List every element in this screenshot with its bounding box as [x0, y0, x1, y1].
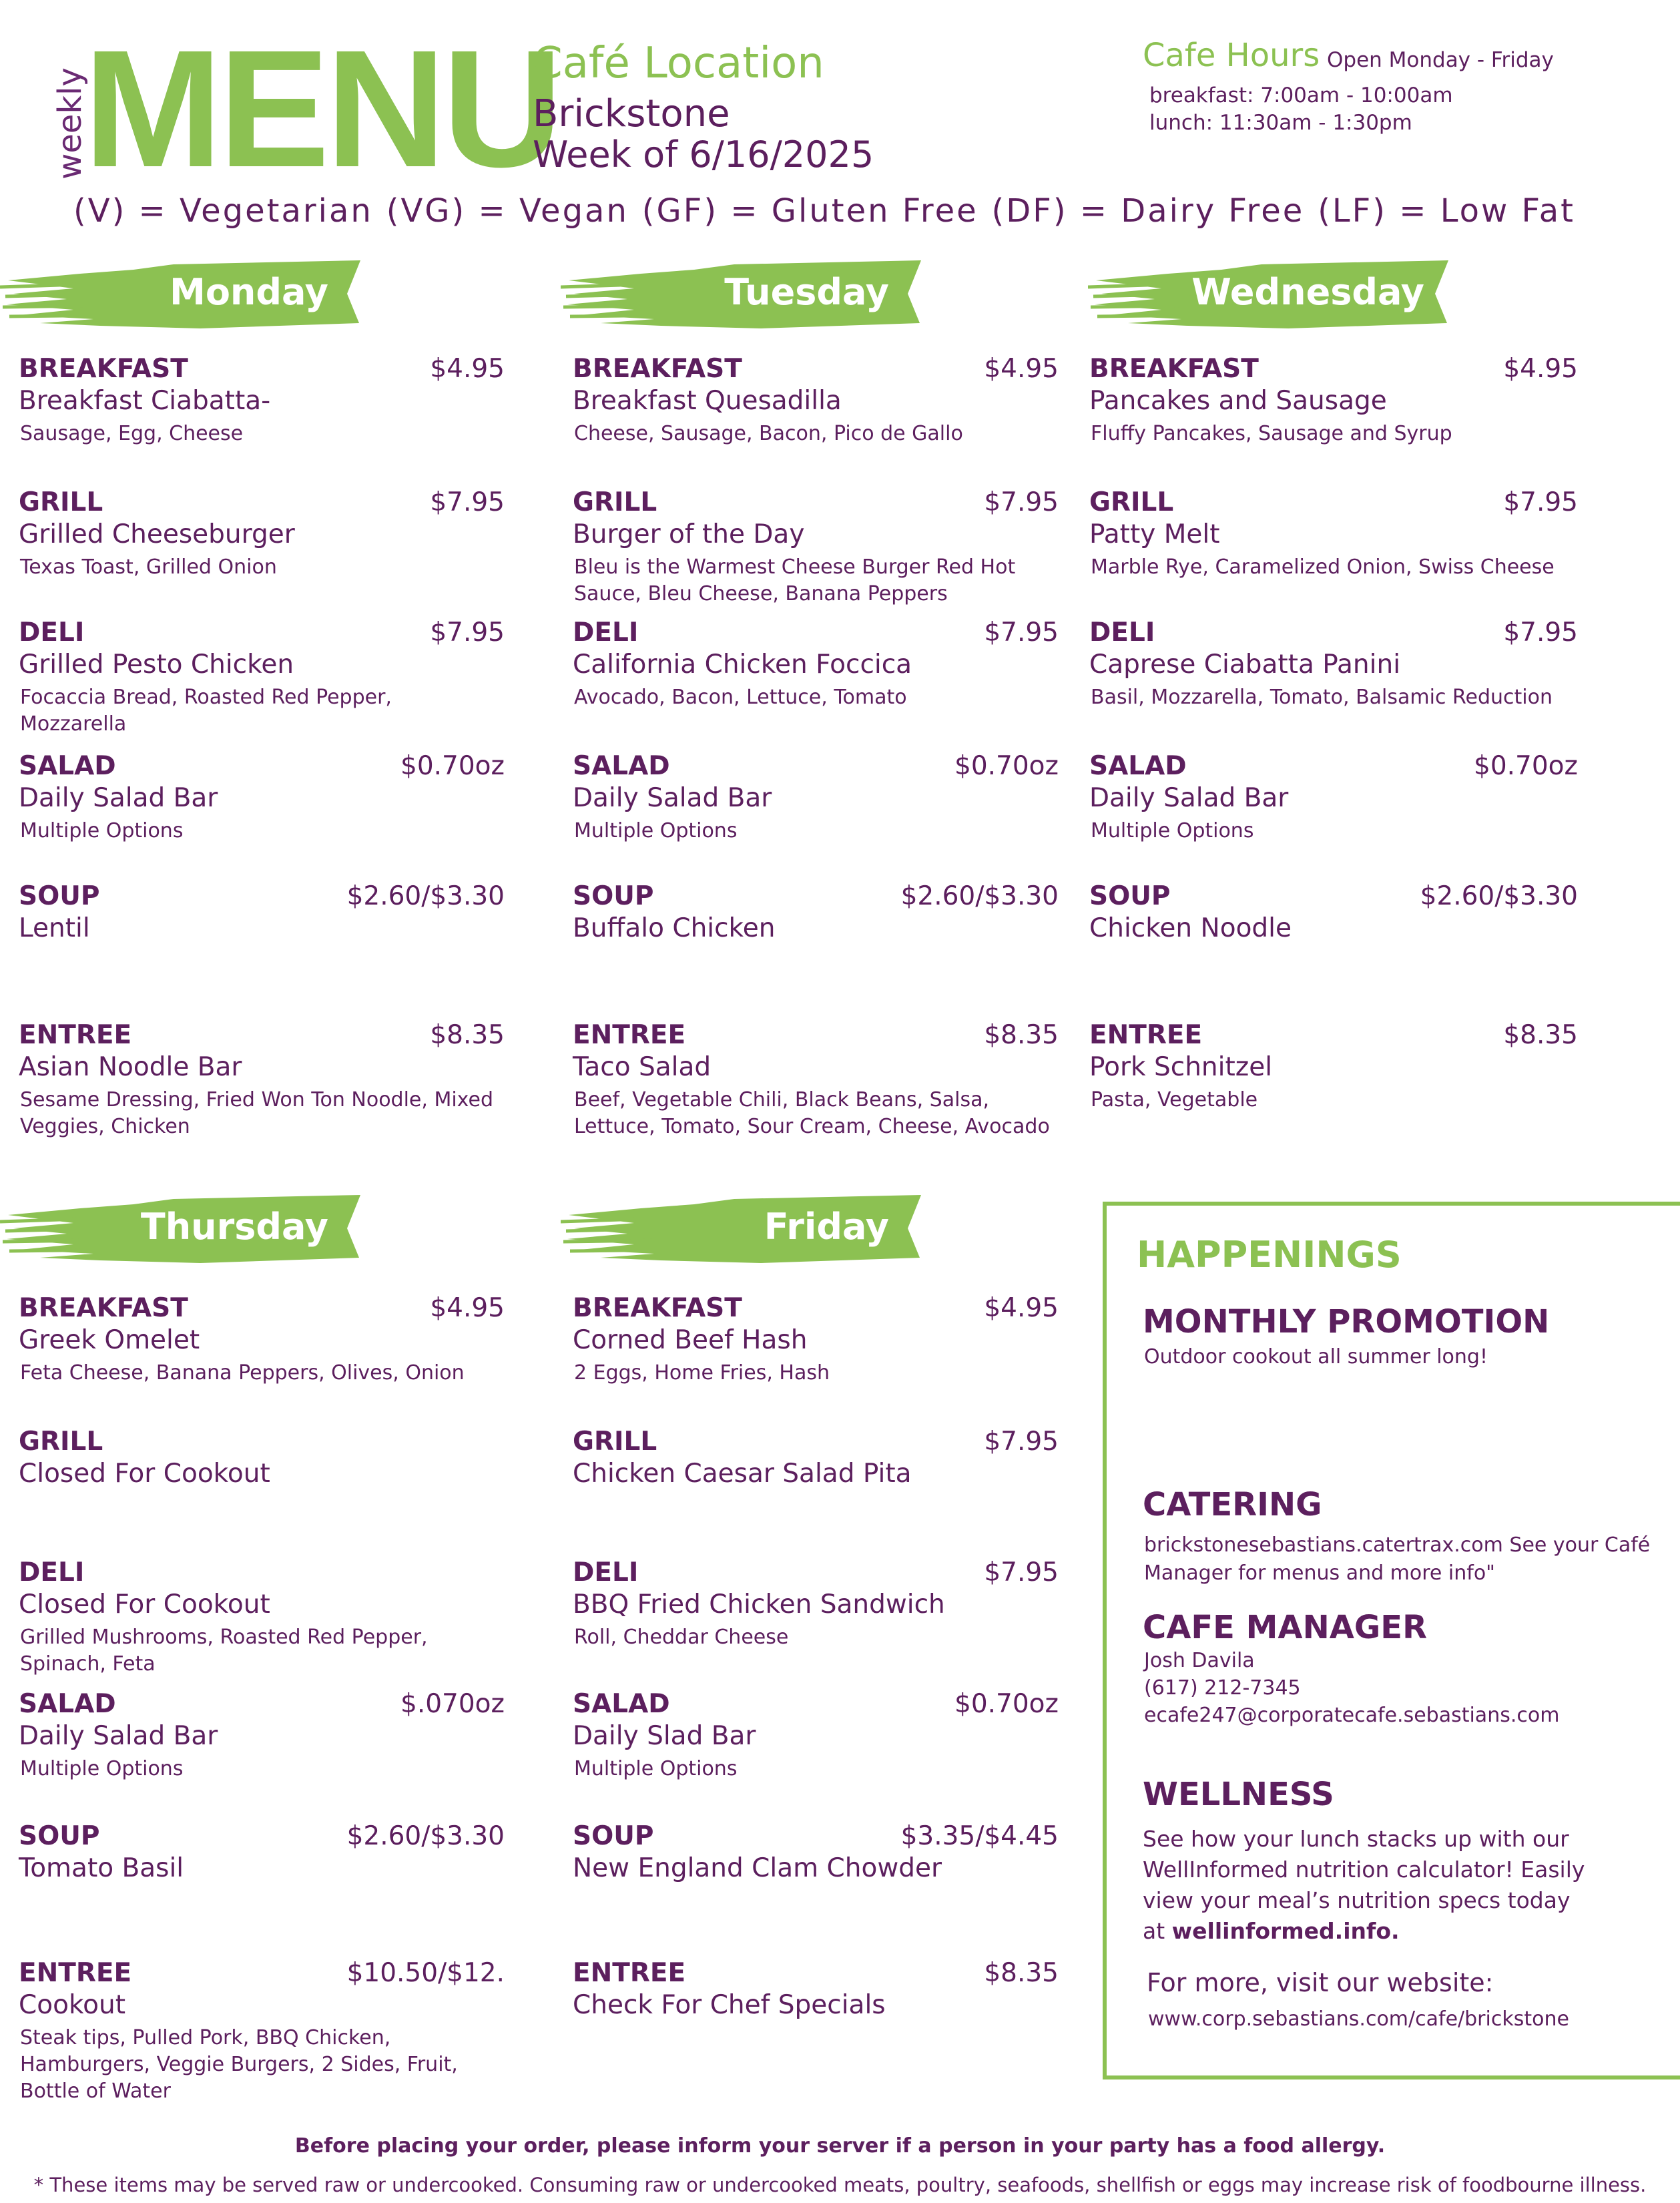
item-price: $4.95 — [430, 1293, 505, 1323]
menu-item-friday-entree — [573, 1958, 1059, 2078]
item-description: Marble Rye, Caramelized Onion, Swiss Cheese — [1091, 555, 1555, 579]
item-dish: Tomato Basil — [19, 1853, 184, 1883]
legend-gluten-free: (GF) = Gluten Free — [641, 192, 978, 230]
item-dish: Chicken Caesar Salad Pita — [573, 1459, 912, 1489]
item-category: BREAKFAST — [19, 1293, 188, 1323]
promo-title: MONTHLY PROMOTION — [1143, 1303, 1550, 1340]
item-description: Avocado, Bacon, Lettuce, Tomato — [574, 686, 907, 709]
menu-item-wednesday-breakfast — [1089, 354, 1578, 474]
item-description: Roll, Cheddar Cheese — [574, 1626, 789, 1649]
item-price: $4.95 — [430, 354, 505, 384]
item-category: SALAD — [19, 751, 116, 781]
manager-title: CAFE MANAGER — [1143, 1609, 1428, 1646]
item-category: SALAD — [1089, 751, 1187, 781]
item-description: Steak tips, Pulled Pork, BBQ Chicken, Hamburgers, Veggie Burgers, 2 Sides, Fruit, Bottle of Water — [20, 2026, 458, 2103]
hours-breakfast: breakfast: 7:00am - 10:00am — [1149, 83, 1453, 107]
wellness-text — [1143, 1824, 1597, 1947]
item-category: SALAD — [19, 1689, 116, 1719]
item-description: Cheese, Sausage, Bacon, Pico de Gallo — [574, 422, 963, 445]
item-price: $4.95 — [984, 354, 1059, 384]
day-banner-tuesday — [561, 254, 921, 330]
wellness-link[interactable]: wellinformed.info. — [1171, 1918, 1400, 1944]
item-dish: Cookout — [19, 1990, 126, 2020]
item-category: DELI — [19, 618, 85, 648]
menu-item-monday-salad — [19, 751, 505, 871]
item-category: GRILL — [1089, 487, 1174, 517]
item-description: Sausage, Egg, Cheese — [20, 422, 244, 445]
menu-item-thursday-entree — [19, 1958, 505, 2103]
item-category: ENTREE — [1089, 1020, 1203, 1050]
diet-legend — [73, 192, 1575, 232]
item-description: Sesame Dressing, Fried Won Ton Noodle, Mixed Veggies, Chicken — [20, 1088, 494, 1138]
item-price: $7.95 — [430, 618, 505, 648]
item-category: BREAKFAST — [573, 1293, 742, 1323]
item-dish: Grilled Cheeseburger — [19, 519, 295, 549]
item-dish: Buffalo Chicken — [573, 913, 776, 943]
item-price: $10.50/$12. — [346, 1958, 505, 1988]
item-dish: Lentil — [19, 913, 90, 943]
item-description: 2 Eggs, Home Fries, Hash — [574, 1361, 830, 1385]
item-category: ENTREE — [573, 1958, 686, 1988]
legend-low-fat: (LF) = Low Fat — [1318, 192, 1575, 230]
item-dish: New England Clam Chowder — [573, 1853, 942, 1883]
item-category: BREAKFAST — [573, 354, 742, 384]
item-description: Texas Toast, Grilled Onion — [20, 555, 277, 579]
item-price: $.070oz — [400, 1689, 505, 1719]
legend-vegetarian: (V) = Vegetarian — [73, 192, 373, 230]
menu-item-monday-breakfast — [19, 354, 505, 474]
item-category: GRILL — [19, 487, 103, 517]
item-dish: Breakfast Quesadilla — [573, 386, 842, 416]
item-description: Bleu is the Warmest Cheese Burger Red Hot Sauce, Bleu Cheese, Banana Peppers — [574, 555, 1016, 605]
item-price: $2.60/$3.30 — [1420, 881, 1578, 911]
item-category: GRILL — [573, 487, 657, 517]
menu-item-wednesday-deli — [1089, 618, 1578, 738]
item-dish: Daily Salad Bar — [19, 1721, 218, 1751]
item-category: ENTREE — [573, 1020, 686, 1050]
day-name-wednesday: Wednesday — [1191, 271, 1424, 313]
item-price: $0.70oz — [954, 1689, 1059, 1719]
manager-phone: (617) 212-7345 — [1144, 1676, 1301, 1700]
menu-item-wednesday-salad — [1089, 751, 1578, 871]
menu-item-wednesday-soup — [1089, 881, 1578, 1001]
item-description: Multiple Options — [574, 1757, 738, 1780]
item-dish: Daily Slad Bar — [573, 1721, 756, 1751]
menu-item-tuesday-deli — [573, 618, 1059, 738]
item-dish: Breakfast Ciabatta- — [19, 386, 271, 416]
item-price: $2.60/$3.30 — [900, 881, 1059, 911]
item-description: Feta Cheese, Banana Peppers, Olives, Onion — [20, 1361, 465, 1385]
day-name-thursday: Thursday — [140, 1206, 328, 1248]
item-category: BREAKFAST — [1089, 354, 1259, 384]
item-category: DELI — [19, 1557, 85, 1587]
manager-name: Josh Davila — [1144, 1649, 1255, 1672]
menu-item-tuesday-salad — [573, 751, 1059, 871]
item-price: $7.95 — [984, 1557, 1059, 1587]
day-banner-friday — [561, 1188, 921, 1265]
item-price: $7.95 — [430, 487, 505, 517]
item-price: $8.35 — [984, 1958, 1059, 1988]
allergy-notice: Before placing your order, please inform your server if a person in your party has a food allergy. — [294, 2134, 1386, 2158]
menu-title: MENU — [83, 15, 559, 202]
item-description: Multiple Options — [1091, 819, 1254, 842]
item-dish: Chicken Noodle — [1089, 913, 1292, 943]
menu-item-tuesday-breakfast — [573, 354, 1059, 474]
menu-item-wednesday-grill — [1089, 487, 1578, 607]
item-dish: Asian Noodle Bar — [19, 1052, 242, 1082]
item-price: $2.60/$3.30 — [346, 1821, 505, 1851]
item-category: SOUP — [19, 1821, 100, 1851]
item-dish: Closed For Cookout — [19, 1459, 270, 1489]
item-price: $8.35 — [1503, 1020, 1578, 1050]
item-description: Beef, Vegetable Chili, Black Beans, Salsa, Lettuce, Tomato, Sour Cream, Cheese, Avocado — [574, 1088, 1050, 1138]
menu-item-monday-soup — [19, 881, 505, 1001]
item-category: SALAD — [573, 751, 670, 781]
hours-title: Cafe Hours — [1143, 37, 1320, 74]
promo-text: Outdoor cookout all summer long! — [1144, 1345, 1488, 1369]
item-price: $8.35 — [430, 1020, 505, 1050]
cafe-location-label: Café Location — [533, 39, 824, 88]
item-price: $0.70oz — [1474, 751, 1578, 781]
item-category: ENTREE — [19, 1020, 132, 1050]
item-category: GRILL — [19, 1427, 103, 1457]
menu-item-thursday-grill — [19, 1427, 505, 1547]
menu-item-monday-entree — [19, 1020, 505, 1140]
item-category: DELI — [573, 1557, 639, 1587]
item-dish: California Chicken Foccica — [573, 650, 912, 680]
item-price: $0.70oz — [400, 751, 505, 781]
item-description: Basil, Mozzarella, Tomato, Balsamic Reduction — [1091, 686, 1553, 709]
item-dish: Daily Salad Bar — [19, 783, 218, 813]
item-category: SOUP — [1089, 881, 1171, 911]
item-description: Pasta, Vegetable — [1091, 1088, 1258, 1112]
item-description: Multiple Options — [20, 1757, 184, 1780]
menu-item-thursday-soup — [19, 1821, 505, 1941]
item-dish: BBQ Fried Chicken Sandwich — [573, 1589, 945, 1620]
menu-item-thursday-deli — [19, 1557, 505, 1678]
item-category: GRILL — [573, 1427, 657, 1457]
item-description: Multiple Options — [20, 819, 184, 842]
item-price: $7.95 — [984, 618, 1059, 648]
item-dish: Pork Schnitzel — [1089, 1052, 1273, 1082]
item-price: $4.95 — [1503, 354, 1578, 384]
item-dish: Burger of the Day — [573, 519, 805, 549]
item-category: SALAD — [573, 1689, 670, 1719]
weekly-label: weekly — [51, 67, 89, 180]
item-category: ENTREE — [19, 1958, 132, 1988]
item-price: $3.35/$4.45 — [900, 1821, 1059, 1851]
raw-food-warning: * These items may be served raw or undercooked. Consuming raw or undercooked meats, poultry, seafoods, shellfish or eggs may increase risk of foodbourne illness. — [33, 2174, 1647, 2196]
menu-item-friday-deli — [573, 1557, 1059, 1678]
happenings-title: HAPPENINGS — [1137, 1234, 1402, 1276]
menu-item-tuesday-grill — [573, 487, 1059, 607]
item-description: Fluffy Pancakes, Sausage and Syrup — [1091, 422, 1452, 445]
item-category: DELI — [1089, 618, 1155, 648]
day-banner-thursday — [0, 1188, 360, 1265]
item-dish: Taco Salad — [573, 1052, 712, 1082]
item-price: $7.95 — [1503, 618, 1578, 648]
location-name: Brickstone — [533, 92, 730, 136]
menu-item-tuesday-entree — [573, 1020, 1059, 1140]
menu-item-tuesday-soup — [573, 881, 1059, 1001]
day-banner-monday — [0, 254, 360, 330]
wellness-body: See how your lunch stacks up with our WellInformed nutrition calculator! Easily view your meal’s nutrition specs today at — [1143, 1826, 1585, 1944]
hours-open: Open Monday - Friday — [1327, 48, 1554, 72]
item-price: $8.35 — [984, 1020, 1059, 1050]
item-category: SOUP — [573, 1821, 654, 1851]
menu-item-friday-salad — [573, 1689, 1059, 1809]
day-name-friday: Friday — [764, 1206, 889, 1248]
menu-item-monday-deli — [19, 618, 505, 738]
item-category: DELI — [573, 618, 639, 648]
day-name-tuesday: Tuesday — [724, 271, 889, 313]
item-description: Multiple Options — [574, 819, 738, 842]
catering-title: CATERING — [1143, 1486, 1322, 1523]
catering-text: brickstonesebastians.catertrax.com See your Café Manager for menus and more info" — [1144, 1533, 1651, 1585]
item-description: Grilled Mushrooms, Roasted Red Pepper, Spinach, Feta — [20, 1626, 428, 1676]
wellness-title: WELLNESS — [1143, 1776, 1334, 1813]
menu-item-thursday-breakfast — [19, 1293, 505, 1413]
item-dish: Check For Chef Specials — [573, 1990, 886, 2020]
menu-item-friday-grill — [573, 1427, 1059, 1547]
menu-item-wednesday-entree — [1089, 1020, 1578, 1140]
item-dish: Caprese Ciabatta Panini — [1089, 650, 1401, 680]
item-category: SOUP — [573, 881, 654, 911]
menu-item-friday-breakfast — [573, 1293, 1059, 1413]
item-price: $2.60/$3.30 — [346, 881, 505, 911]
hours-lunch: lunch: 11:30am - 1:30pm — [1149, 111, 1412, 135]
day-name-monday: Monday — [170, 271, 328, 313]
item-dish: Patty Melt — [1089, 519, 1220, 549]
item-dish: Corned Beef Hash — [573, 1325, 808, 1355]
item-dish: Closed For Cookout — [19, 1589, 270, 1620]
item-price: $7.95 — [1503, 487, 1578, 517]
item-price: $4.95 — [984, 1293, 1059, 1323]
item-price: $7.95 — [984, 1427, 1059, 1457]
item-dish: Greek Omelet — [19, 1325, 200, 1355]
day-banner-wednesday — [1088, 254, 1448, 330]
menu-item-monday-grill — [19, 487, 505, 607]
item-dish: Pancakes and Sausage — [1089, 386, 1387, 416]
week-of: Week of 6/16/2025 — [533, 134, 874, 176]
menu-item-friday-soup — [573, 1821, 1059, 1941]
item-dish: Daily Salad Bar — [1089, 783, 1289, 813]
item-dish: Grilled Pesto Chicken — [19, 650, 294, 680]
item-price: $0.70oz — [954, 751, 1059, 781]
item-category: BREAKFAST — [19, 354, 188, 384]
manager-email[interactable]: ecafe247@corporatecafe.sebastians.com — [1144, 1704, 1560, 1727]
item-category: SOUP — [19, 881, 100, 911]
menu-item-thursday-salad — [19, 1689, 505, 1809]
legend-dairy-free: (DF) = Dairy Free — [991, 192, 1305, 230]
item-dish: Daily Salad Bar — [573, 783, 772, 813]
item-price: $7.95 — [984, 487, 1059, 517]
website-link[interactable]: www.corp.sebastians.com/cafe/brickstone — [1148, 2007, 1569, 2031]
item-description: Focaccia Bread, Roasted Red Pepper, Mozzarella — [20, 686, 392, 736]
legend-vegan: (VG) = Vegan — [386, 192, 629, 230]
more-title: For more, visit our website: — [1147, 1968, 1494, 1997]
